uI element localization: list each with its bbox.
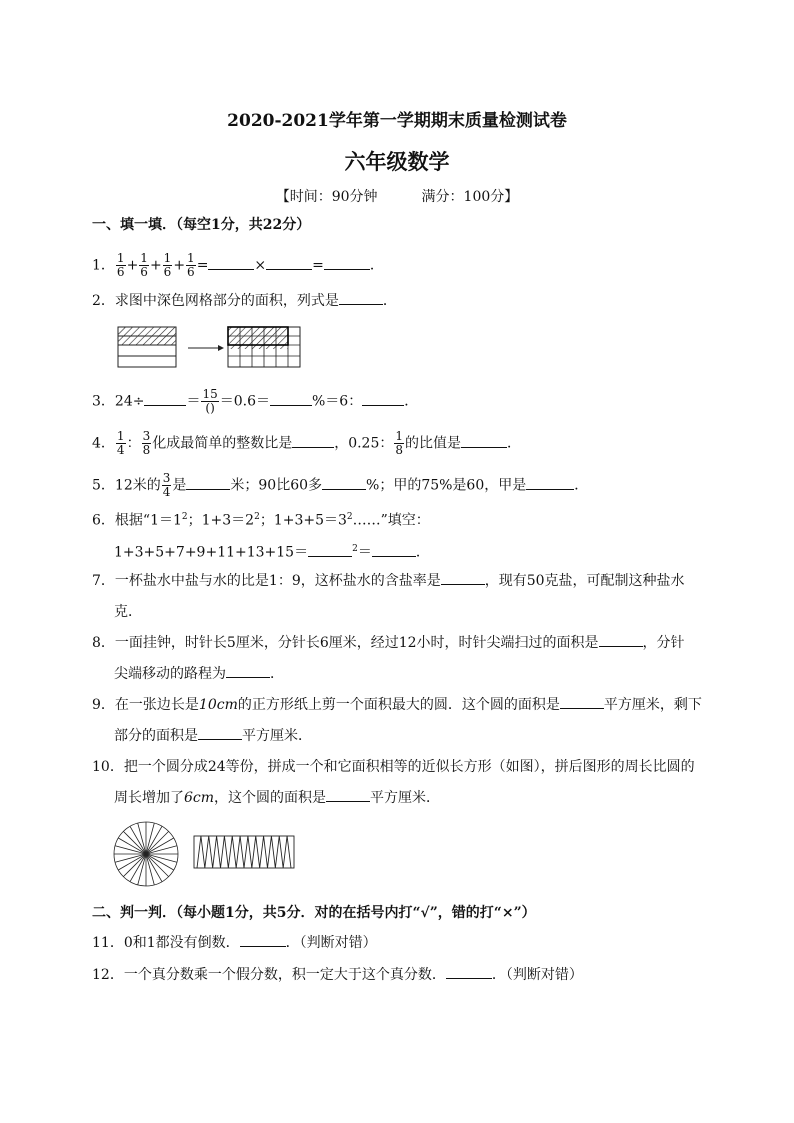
approx-rectangle: [194, 836, 294, 868]
question-1: 1． $\frac{1}{6}$ + $\frac{1}{6}$ + $\frac{1}{6}$ + $\frac{1}{6}$ = × = ．: [92, 251, 384, 279]
answer-blank[interactable]: [599, 634, 643, 647]
answer-blank[interactable]: [324, 257, 370, 270]
left-rectangle: [118, 327, 176, 367]
exam-title: 2020-2021学年第一学期期末质量检测试卷: [227, 111, 567, 131]
answer-blank[interactable]: [560, 696, 604, 709]
answer-blank[interactable]: [226, 665, 270, 678]
answer-blank[interactable]: [308, 544, 352, 557]
question-9-line-2: 部分的面积是 平方厘米．: [114, 728, 312, 744]
answer-blank[interactable]: [270, 393, 312, 406]
fraction: $\frac{3}{8}$: [142, 429, 151, 457]
fraction: $\frac{1}{4}$: [116, 429, 125, 457]
answer-blank[interactable]: [461, 435, 507, 448]
answer-blank[interactable]: [339, 292, 383, 305]
fraction: $\frac{1}{8}$: [395, 429, 404, 457]
answer-blank[interactable]: [526, 477, 574, 490]
question-6-line-2: 1+3+5+7+9+11+13+15＝ $^2$＝ ．: [114, 544, 430, 561]
fraction: $\frac{1}{6}$: [116, 251, 125, 279]
question-6-line-1: 6．根据“$1=1^2$；$1+3=2^2$；$1+3+5=3^2\dots\dots$”填空：: [92, 512, 430, 529]
answer-blank[interactable]: [372, 544, 416, 557]
fraction: $\frac{3}{4}$: [162, 471, 171, 499]
answer-blank[interactable]: [322, 477, 366, 490]
q10-figure: [112, 820, 302, 890]
fraction: $\frac{1}{6}$: [187, 251, 195, 279]
question-12: 12．一个真分数乘一个假分数，积一定大于这个真分数． ．（判断对错）: [92, 967, 583, 983]
q2-figure: [116, 322, 306, 372]
question-7-line-1: 7．一杯盐水中盐与水的比是1：9，这杯盐水的含盐率是 ，现有50克盐，可配制这种盐水: [92, 573, 685, 589]
answer-blank[interactable]: [292, 435, 334, 448]
answer-blank[interactable]: [240, 934, 286, 947]
subject-title: 六年级数学: [344, 149, 450, 174]
answer-blank[interactable]: [198, 727, 242, 740]
answer-blank[interactable]: [208, 257, 254, 270]
exam-info: [0, 186, 794, 206]
question-8-line-1: 8．一面挂钟，时针长5厘米，分针长6厘米，经过12小时，时针尖端扫过的面积是 ，分针: [92, 635, 685, 651]
question-3: 3．24÷ ＝ $\frac{15}{()}$ ＝0.6＝ %＝6： ．: [92, 387, 419, 415]
score-info: 满分：100分】: [421, 189, 519, 205]
section-two-heading: 二、判一判．（每小题1分，共5分．对的在括号内打“√”，错的打“×”）: [92, 905, 536, 921]
answer-blank[interactable]: [441, 572, 485, 585]
answer-blank[interactable]: [362, 393, 404, 406]
fraction: $\frac{1}{6}$: [163, 251, 172, 279]
question-7-line-2: 克．: [114, 604, 142, 620]
arrow-icon: [188, 345, 224, 351]
answer-blank[interactable]: [446, 966, 492, 979]
divided-circle: [114, 822, 178, 886]
fraction: $\frac{1}{6}$: [140, 251, 148, 279]
answer-blank[interactable]: [326, 789, 370, 802]
time-info: 【时间：90分钟: [275, 189, 378, 205]
answer-blank[interactable]: [266, 257, 312, 270]
question-4: 4． $\frac{1}{4}$ ： $\frac{3}{8}$ 化成最简单的整数比是 ，0.25： $\frac{1}{8}$ 的比值是 ．: [92, 429, 522, 457]
question-10-line-1: 10．把一个圆分成24等份，拼成一个和它面积相等的近似长方形（如图），拼后图形的周长比圆的: [92, 759, 695, 775]
question-8-line-2: 尖端移动的路程为 ．: [114, 666, 284, 682]
right-rectangle: [228, 327, 300, 367]
question-10-line-2: 周长增加了6cm，这个圆的面积是 平方厘米．: [114, 790, 441, 806]
answer-blank[interactable]: [186, 477, 230, 490]
answer-blank[interactable]: [144, 393, 186, 406]
question-5: 5．12米的 $\frac{3}{4}$ 是 米；90比60多 %；甲的75%是60，甲是 ．: [92, 471, 589, 499]
question-2: 2．求图中深色网格部分的面积，列式是 ．: [92, 293, 397, 309]
fraction: $\frac{15}{()}$: [202, 387, 218, 415]
question-9-line-1: 9．在一张边长是10cm的正方形纸上剪一个面积最大的圆．这个圆的面积是 平方厘米，剩下: [92, 697, 702, 713]
section-one-heading: 一、填一填．（每空1分，共22分）: [92, 217, 311, 233]
question-11: 11．0和1都没有倒数． ．（判断对错）: [92, 935, 377, 951]
